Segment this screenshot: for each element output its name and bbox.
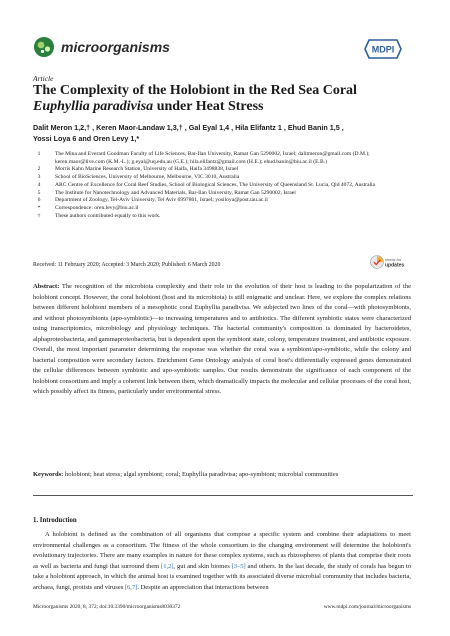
affiliation-mark: † [37,212,41,219]
introduction-paragraph [33,530,411,593]
affiliation-mark: 4 [37,181,41,188]
section-heading: 1. Introduction [33,517,77,524]
affiliation-mark: * [37,204,41,211]
article-type: Article [33,74,54,83]
affiliations [33,151,413,220]
article-title [33,83,423,115]
intro-text: and others. In the last decade, the study of corals has begun to take a holobiont approach, in which the animal host is examined together with its associated diverse microbial community that includes bacteria, archaea, fungi, protists and viruses [33,562,411,591]
check-updates-line-2: updates [385,262,404,269]
affiliation-mark: 2 [37,166,41,173]
correspondence [33,205,413,213]
keywords [33,470,411,481]
affiliation-text: The Institute for Nanotechnology and Advanced Materials, Bar-Ilan University, Ramat Gan 5290002, Israel [55,189,296,196]
equal-contribution-text: These authors contributed equally to this work. [55,212,161,219]
publication-dates: Received: 11 February 2020; Accepted: 3 March 2020; Published: 6 March 2020 [33,262,221,268]
affiliation-mark: 3 [37,174,41,181]
keywords-text: holobiont; heat stress; algal symbiont; coral; Euphyllia paradivisa; apo-symbiont; microbial communities [63,471,339,478]
keywords-label: Keywords: [33,471,64,478]
check-for-updates-badge[interactable] [370,253,404,271]
citation-link[interactable]: [6,7] [124,583,138,591]
affiliation-mark: 5 [37,189,41,196]
journal-logo-icon [33,36,55,58]
title-species: Euphyllia paradivisa [33,99,154,114]
section-divider [33,495,413,496]
affiliation-text: ARC Centre of Excellence for Coral Reef Studies, School of Biological Sciences, The University of Queensland St. Lucia, Qld 4072, Australia [55,181,376,188]
affiliation-item [33,166,413,174]
affiliation-item [33,197,413,205]
citation-link[interactable]: [3–5] [231,562,246,570]
affiliation-item [33,151,413,166]
abstract-text: The recognition of the microbiota complexity and their role in the evolution of their host is leading to the popularization of the holobiont concept. However, the coral holobiont (host and its microbiota) is still enigmatic and unclear. Here, we explore the complex relations between different holobiont members of a mesophotic coral Euphyllia paradivisa. We subjected two lines of the coral—with photosymbionts, and without photosymbionts (apo-symbiotic)—to increasing temperatures and to antibiotics. The different symbiotic states were characterized using transcriptomics, microbiology and physiology techniques. The bacterial community's composition is dominated by bacteroidetes, alphaproteobacteria, and gammaproteobacteria, but is dependent upon the symbiont state, colony, temperature treatment, and antibiotic exposure. Overall, the most important parameter determining the response was whether the coral was a symbiont/apo-symbiotic, while the colony and bacterial composition were secondary factors. Enrichment Gene Ontology analysis of coral host's differentially expressed genes demonstrated the cellular differences between symbiotic and apo-symbiotic samples. Our results demonstrate the significance of each component of the holobiont consortium and imply a coherent link between them, which dramatically impacts the molecular and cellular processes of the coral host, which possibly affect its fitness, particularly under environmental stress. [33,283,411,395]
title-part-2: under Heat Stress [153,99,264,114]
journal-name: microorganisms [61,39,170,55]
author-line-1: Dalit Meron 1,2,† , Keren Maor-Landaw 1,3,† , Gal Eyal 1,4 , Hila Elifantz 1 , Ehud Banin 1,5 , [33,123,344,132]
equal-contribution-note [33,213,413,221]
mdpi-logo-text: MDPI [371,44,395,55]
affiliation-text: Morris Kahn Marine Research Station, University of Haifa, Haifa 3498838, Israel [55,166,239,173]
affiliation-item [33,174,413,182]
affiliation-mark: 1 [37,151,41,157]
correspondence-text: Correspondence: oren.levy@biu.ac.il [55,204,139,211]
affiliation-text: School of BioSciences, University of Melbourne, Melbourne, VIC 3010, Australia [55,174,240,181]
citation-link[interactable]: [1,2] [161,562,174,570]
intro-text: , gut and skin biomes [173,562,232,570]
footer-citation: Microorganisms 2020, 8, 372; doi:10.3390/microorganisms8030372 [33,604,181,610]
affiliation-text: Department of Zoology, Tel-Aviv University, Tel Aviv 6997801, Israel; yosiloya@post.tau.ac.il [55,197,268,204]
intro-text: . Despite an appreciation that interactions between [137,583,269,591]
mdpi-logo-icon [363,38,403,60]
check-updates-line-1: check for [385,257,402,262]
abstract-label: Abstract: [33,283,60,290]
intro-text: A holobiont is defined as the combination of all organisms that compose a specific system and combine their adaptations to meet environmental challenges as a consortium. The fitness of the whole consortium to the changing environment will determine the holobiont's evolutionary trajectories. There are many examples in nature for these complex systems, such as rhizospheres of plants that comprise their roots as well as bacteria and fungi that surround them [33,531,411,570]
affiliation-text: The Mina and Everard Goodman Faculty of Life Sciences, Bar-Ilan University, Ramat Gan 5290002, Israel; dalitmeron@gmail.com (D.M.); keren.maor@live.com (K.M.-L.); g.eyal@uq.edu.au (G.E.); hila.elifantz@gmail.com (H.E.); ehud.banin@biu.ac.il (E.B.) [55,151,370,165]
author-list [33,122,413,144]
footer-journal-url[interactable]: www.mdpi.com/journal/microorganisms [323,604,411,610]
affiliation-mark: 6 [37,197,41,204]
affiliation-item [33,182,413,190]
abstract [33,282,411,398]
title-part-1: The Complexity of the Holobiont in the Red Sea Coral [33,83,357,98]
author-line-2: Yossi Loya 6 and Oren Levy 1,* [33,134,140,143]
